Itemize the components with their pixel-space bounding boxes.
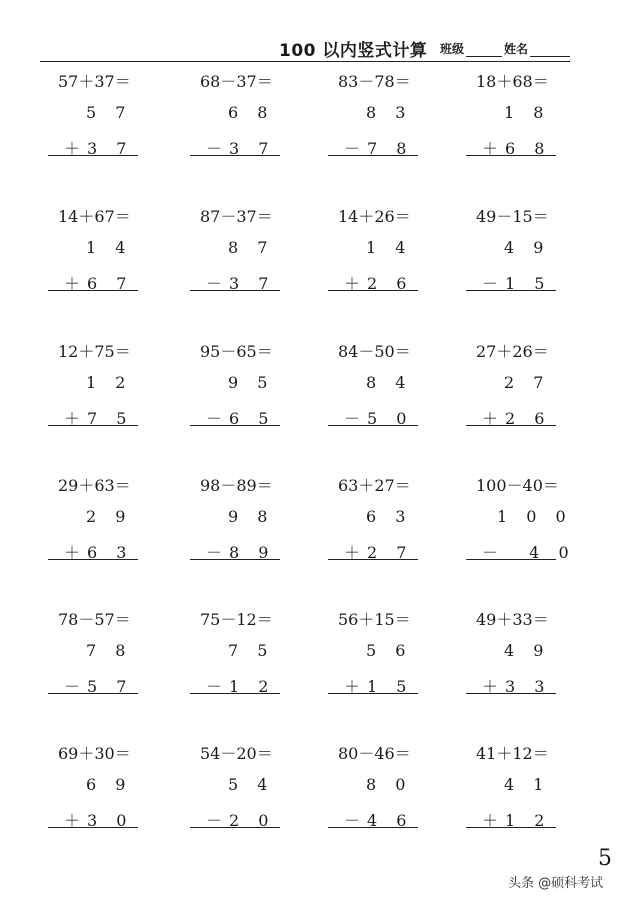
problem-item xyxy=(328,607,448,717)
problem-item xyxy=(328,473,448,583)
problem-bottom-operand: －1 2 xyxy=(206,677,276,696)
answer-rule[interactable] xyxy=(328,425,418,426)
problem-item xyxy=(328,339,448,449)
problem-top-operand: 8 3 xyxy=(366,103,413,122)
problem-expression: 98－89＝ xyxy=(200,476,273,495)
problem-top-operand: 7 8 xyxy=(86,641,133,660)
answer-rule[interactable] xyxy=(328,155,418,156)
problem-bottom-operand: －2 0 xyxy=(206,811,276,830)
problem-item xyxy=(48,741,168,851)
problem-expression: 63＋27＝ xyxy=(338,476,411,495)
problem-bottom-operand: ＋2 6 xyxy=(482,409,552,428)
problem-top-operand: 6 3 xyxy=(366,507,413,526)
problem-item xyxy=(190,69,310,179)
problem-bottom-operand: ＋2 7 xyxy=(344,543,414,562)
problem-bottom-operand: －7 8 xyxy=(344,139,414,158)
watermark-text: 头条 @硕科考试 xyxy=(508,876,604,891)
problem-expression: 78－57＝ xyxy=(58,610,131,629)
problem-expression: 69＋30＝ xyxy=(58,744,131,763)
problem-expression: 27＋26＝ xyxy=(476,342,549,361)
answer-rule[interactable] xyxy=(190,155,280,156)
answer-rule[interactable] xyxy=(48,425,138,426)
problem-expression: 100－40＝ xyxy=(476,476,559,495)
answer-rule[interactable] xyxy=(466,693,556,694)
answer-rule[interactable] xyxy=(48,155,138,156)
problem-bottom-operand: ＋1 5 xyxy=(344,677,414,696)
problem-item xyxy=(48,339,168,449)
problem-expression: 14＋26＝ xyxy=(338,207,411,226)
problem-expression: 83－78＝ xyxy=(338,72,411,91)
problem-expression: 12＋75＝ xyxy=(58,342,131,361)
problem-top-operand: 1 4 xyxy=(366,238,413,257)
problem-expression: 18＋68＝ xyxy=(476,72,549,91)
answer-rule[interactable] xyxy=(190,559,280,560)
problem-top-operand: 8 0 xyxy=(366,775,413,794)
problem-item xyxy=(328,741,448,851)
problem-item xyxy=(48,473,168,583)
problem-top-operand: 1 8 xyxy=(504,103,551,122)
problem-expression: 95－65＝ xyxy=(200,342,273,361)
problem-item xyxy=(190,204,310,314)
problem-top-operand: 1 4 xyxy=(86,238,133,257)
problem-expression: 49＋33＝ xyxy=(476,610,549,629)
problem-bottom-operand: ＋3 0 xyxy=(64,811,134,830)
problem-item xyxy=(466,339,586,449)
problem-expression: 68－37＝ xyxy=(200,72,273,91)
answer-rule[interactable] xyxy=(328,693,418,694)
problem-top-operand: 2 7 xyxy=(504,373,551,392)
problem-expression: 29＋63＝ xyxy=(58,476,131,495)
answer-rule[interactable] xyxy=(190,425,280,426)
problem-bottom-operand: ＋6 7 xyxy=(64,274,134,293)
answer-rule[interactable] xyxy=(48,827,138,828)
answer-rule[interactable] xyxy=(48,290,138,291)
problem-bottom-operand: －5 0 xyxy=(344,409,414,428)
problem-bottom-operand: －8 9 xyxy=(206,543,276,562)
answer-rule[interactable] xyxy=(328,290,418,291)
answer-rule[interactable] xyxy=(466,155,556,156)
answer-rule[interactable] xyxy=(328,559,418,560)
answer-rule[interactable] xyxy=(466,559,556,560)
problem-expression: 49－15＝ xyxy=(476,207,549,226)
problem-top-operand: 4 9 xyxy=(504,238,551,257)
problem-bottom-operand: ＋2 6 xyxy=(344,274,414,293)
problem-bottom-operand: ＋7 5 xyxy=(64,409,134,428)
problem-top-operand: 6 9 xyxy=(86,775,133,794)
problem-item xyxy=(190,741,310,851)
problem-top-operand: 8 4 xyxy=(366,373,413,392)
problem-expression: 57＋37＝ xyxy=(58,72,131,91)
problem-expression: 84－50＝ xyxy=(338,342,411,361)
problem-bottom-operand: ＋6 8 xyxy=(482,139,552,158)
problem-top-operand: 6 8 xyxy=(228,103,275,122)
problem-expression: 80－46＝ xyxy=(338,744,411,763)
problem-bottom-operand: ＋6 3 xyxy=(64,543,134,562)
problem-item xyxy=(328,204,448,314)
problem-top-operand: 5 6 xyxy=(366,641,413,660)
problem-bottom-operand: －6 5 xyxy=(206,409,276,428)
problem-item xyxy=(190,607,310,717)
problem-top-operand: 7 5 xyxy=(228,641,275,660)
answer-rule[interactable] xyxy=(190,827,280,828)
problem-item xyxy=(190,473,310,583)
problem-top-operand: 9 5 xyxy=(228,373,275,392)
worksheet-title: 100 以内竖式计算 xyxy=(279,41,428,61)
problem-top-operand: 1 0 0 xyxy=(497,507,573,526)
problem-item xyxy=(466,741,586,851)
problem-top-operand: 4 9 xyxy=(504,641,551,660)
problem-item xyxy=(48,69,168,179)
answer-rule[interactable] xyxy=(48,559,138,560)
problem-bottom-operand: －5 7 xyxy=(64,677,134,696)
answer-rule[interactable] xyxy=(466,425,556,426)
problem-expression: 41＋12＝ xyxy=(476,744,549,763)
problem-top-operand: 5 7 xyxy=(86,103,133,122)
problem-item xyxy=(48,607,168,717)
answer-rule[interactable] xyxy=(48,693,138,694)
page-number: 5 xyxy=(598,846,612,871)
problem-expression: 54－20＝ xyxy=(200,744,273,763)
problem-expression: 75－12＝ xyxy=(200,610,273,629)
problem-top-operand: 5 4 xyxy=(228,775,275,794)
problem-bottom-operand: －1 5 xyxy=(482,274,552,293)
problem-bottom-operand: －3 7 xyxy=(206,139,276,158)
problem-bottom-operand: －4 6 xyxy=(344,811,414,830)
class-label: 班级 xyxy=(440,42,465,56)
name-label: 姓名 xyxy=(504,42,529,56)
problem-item xyxy=(328,69,448,179)
problem-bottom-operand: － 4 0 xyxy=(482,543,576,562)
problem-item xyxy=(466,204,586,314)
answer-rule[interactable] xyxy=(328,827,418,828)
answer-rule[interactable] xyxy=(466,827,556,828)
problem-item xyxy=(466,69,586,179)
problem-bottom-operand: ＋1 2 xyxy=(482,811,552,830)
problem-expression: 14＋67＝ xyxy=(58,207,131,226)
problem-expression: 56＋15＝ xyxy=(338,610,411,629)
problem-top-operand: 2 9 xyxy=(86,507,133,526)
problem-item xyxy=(190,339,310,449)
answer-rule[interactable] xyxy=(466,290,556,291)
problem-top-operand: 4 1 xyxy=(504,775,551,794)
answer-rule[interactable] xyxy=(190,290,280,291)
problem-top-operand: 9 8 xyxy=(228,507,275,526)
answer-rule[interactable] xyxy=(190,693,280,694)
problem-item xyxy=(466,473,586,583)
problem-top-operand: 8 7 xyxy=(228,238,275,257)
problem-item xyxy=(466,607,586,717)
problem-top-operand: 1 2 xyxy=(86,373,133,392)
problem-expression: 87－37＝ xyxy=(200,207,273,226)
problem-item xyxy=(48,204,168,314)
problem-bottom-operand: ＋3 3 xyxy=(482,677,552,696)
problem-bottom-operand: ＋3 7 xyxy=(64,139,134,158)
problem-bottom-operand: －3 7 xyxy=(206,274,276,293)
